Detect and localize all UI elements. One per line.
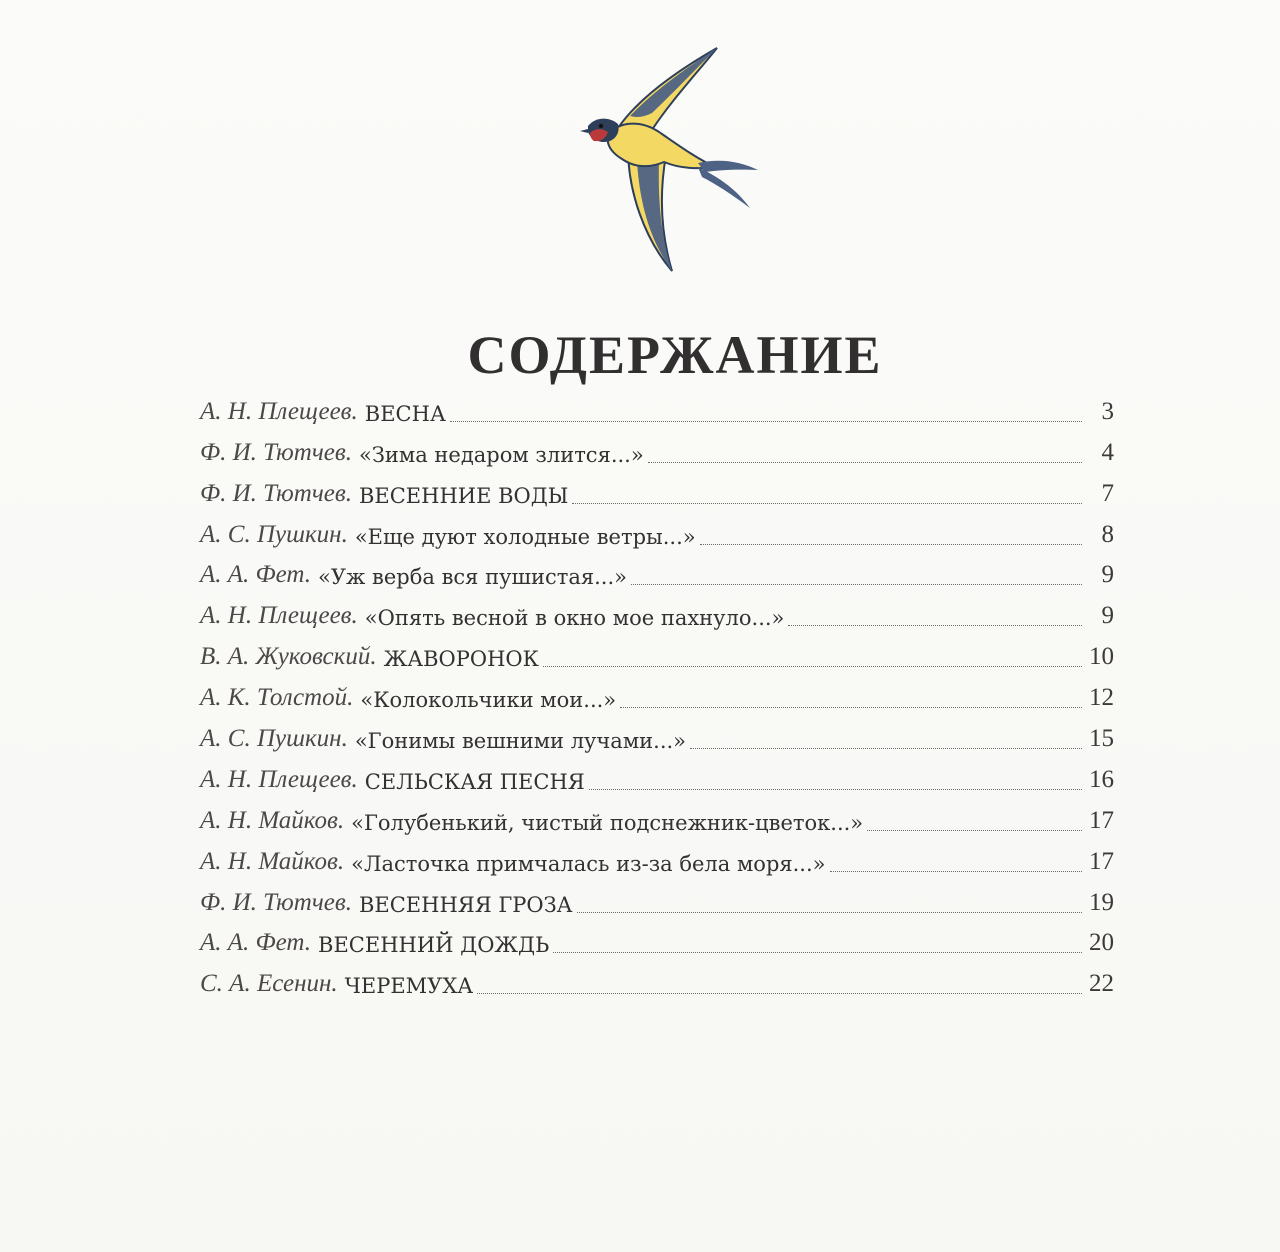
page-number: 22	[1089, 970, 1114, 998]
page-number: 16	[1089, 765, 1114, 793]
page-number: 17	[1089, 847, 1114, 875]
page-number: 20	[1089, 929, 1114, 957]
page-number: 3	[1101, 397, 1114, 425]
toc-entry	[200, 925, 1114, 966]
dotted-leader	[450, 421, 1082, 422]
author-name: В. А. Жуковский.	[200, 643, 377, 671]
work-title: «Голубенький, чистый подснежник-цветок...»	[351, 810, 864, 835]
toc-entry	[200, 884, 1114, 925]
work-title: «Уж верба вся пушистая...»	[318, 565, 627, 590]
page-title: СОДЕРЖАНИЕ	[467, 325, 883, 386]
toc-entry	[200, 679, 1114, 720]
work-title: «Зима недаром злится...»	[358, 442, 644, 467]
toc-entry-line	[200, 602, 1114, 638]
toc-entry	[200, 638, 1114, 679]
toc-entry-line	[200, 848, 1114, 884]
page-number: 17	[1089, 806, 1114, 834]
author-name: Ф. И. Тютчев.	[200, 479, 352, 507]
work-title: ВЕСНА	[364, 401, 446, 426]
table-of-contents	[200, 393, 1114, 1006]
author-name: С. А. Есенин.	[200, 970, 338, 998]
toc-entry-line	[200, 970, 1114, 1006]
toc-entry	[200, 597, 1114, 638]
author-name: А. Н. Плещеев.	[200, 397, 358, 425]
work-title: ЧЕРЕМУХА	[344, 974, 474, 999]
toc-entry	[200, 802, 1114, 843]
author-name: А. С. Пушкин.	[200, 725, 348, 753]
page-number: 8	[1101, 520, 1114, 548]
work-title: «Гонимы вешними лучами...»	[354, 729, 687, 754]
author-name: Ф. И. Тютчев.	[200, 888, 352, 916]
author-name: А. Н. Плещеев.	[200, 602, 358, 630]
dotted-leader	[867, 830, 1082, 831]
page-number: 7	[1101, 479, 1114, 507]
dotted-leader	[572, 503, 1082, 504]
page-number: 4	[1101, 438, 1114, 466]
work-title: ВЕСЕННЯЯ ГРОЗА	[358, 892, 573, 917]
dotted-leader	[690, 748, 1082, 749]
work-title: «Колокольчики мои...»	[360, 688, 617, 713]
author-name: А. К. Толстой.	[200, 684, 354, 712]
work-title: «Опять весной в окно мое пахнуло...»	[364, 606, 785, 631]
page-number: 9	[1101, 561, 1114, 589]
toc-entry	[200, 761, 1114, 802]
author-name: А. Н. Майков.	[200, 806, 345, 834]
toc-entry-line	[200, 439, 1114, 475]
toc-entry-line	[200, 725, 1114, 761]
dotted-leader	[477, 993, 1082, 994]
dotted-leader	[620, 707, 1082, 708]
dotted-leader	[648, 462, 1082, 463]
dotted-leader	[830, 871, 1082, 872]
dotted-leader	[788, 625, 1082, 626]
toc-entry-line	[200, 766, 1114, 802]
dotted-leader	[589, 789, 1082, 790]
tail-streamer-top	[698, 161, 758, 172]
toc-entry-line	[200, 929, 1114, 965]
page-number: 15	[1089, 725, 1114, 753]
page-number: 10	[1089, 643, 1114, 671]
toc-entry	[200, 393, 1114, 434]
dotted-leader	[577, 912, 1082, 913]
toc-entry	[200, 475, 1114, 516]
dotted-leader	[543, 666, 1082, 667]
author-name: А. Н. Плещеев.	[200, 765, 358, 793]
toc-entry-line	[200, 398, 1114, 434]
author-name: А. Н. Майков.	[200, 847, 345, 875]
dotted-leader	[631, 584, 1082, 585]
eye	[599, 124, 603, 128]
work-title: СЕЛЬСКАЯ ПЕСНЯ	[364, 769, 585, 794]
tail-streamer-bottom	[698, 167, 750, 208]
toc-entry-line	[200, 561, 1114, 597]
toc-entry-line	[200, 889, 1114, 925]
work-title: ВЕСЕННИЙ ДОЖДЬ	[318, 933, 550, 958]
author-name: А. А. Фет.	[200, 561, 312, 589]
page-number: 12	[1089, 684, 1114, 712]
swallow-bird-icon	[570, 40, 780, 280]
author-name: Ф. И. Тютчев.	[200, 438, 352, 466]
toc-entry-line	[200, 480, 1114, 516]
work-title: ВЕСЕННИЕ ВОДЫ	[358, 483, 569, 508]
toc-entry	[200, 557, 1114, 598]
page-number: 19	[1089, 888, 1114, 916]
author-name: А. А. Фет.	[200, 929, 312, 957]
toc-entry	[200, 965, 1114, 1006]
toc-entry	[200, 843, 1114, 884]
toc-entry-line	[200, 521, 1114, 557]
work-title: «Ласточка примчалась из-за бела моря...»	[351, 851, 826, 876]
work-title: ЖАВОРОНОК	[383, 647, 539, 672]
toc-entry-line	[200, 807, 1114, 843]
toc-entry-line	[200, 643, 1114, 679]
toc-entry-line	[200, 684, 1114, 720]
bird-body	[608, 124, 715, 169]
toc-entry	[200, 516, 1114, 557]
work-title: «Еще дуют холодные ветры...»	[354, 524, 696, 549]
page-number: 9	[1101, 602, 1114, 630]
upper-wing-blue-edge	[630, 48, 717, 117]
author-name: А. С. Пушкин.	[200, 520, 348, 548]
swallow-illustration	[580, 48, 758, 271]
beak	[580, 129, 588, 133]
dotted-leader	[700, 544, 1082, 545]
dotted-leader	[553, 952, 1082, 953]
toc-entry	[200, 434, 1114, 475]
toc-entry	[200, 720, 1114, 761]
